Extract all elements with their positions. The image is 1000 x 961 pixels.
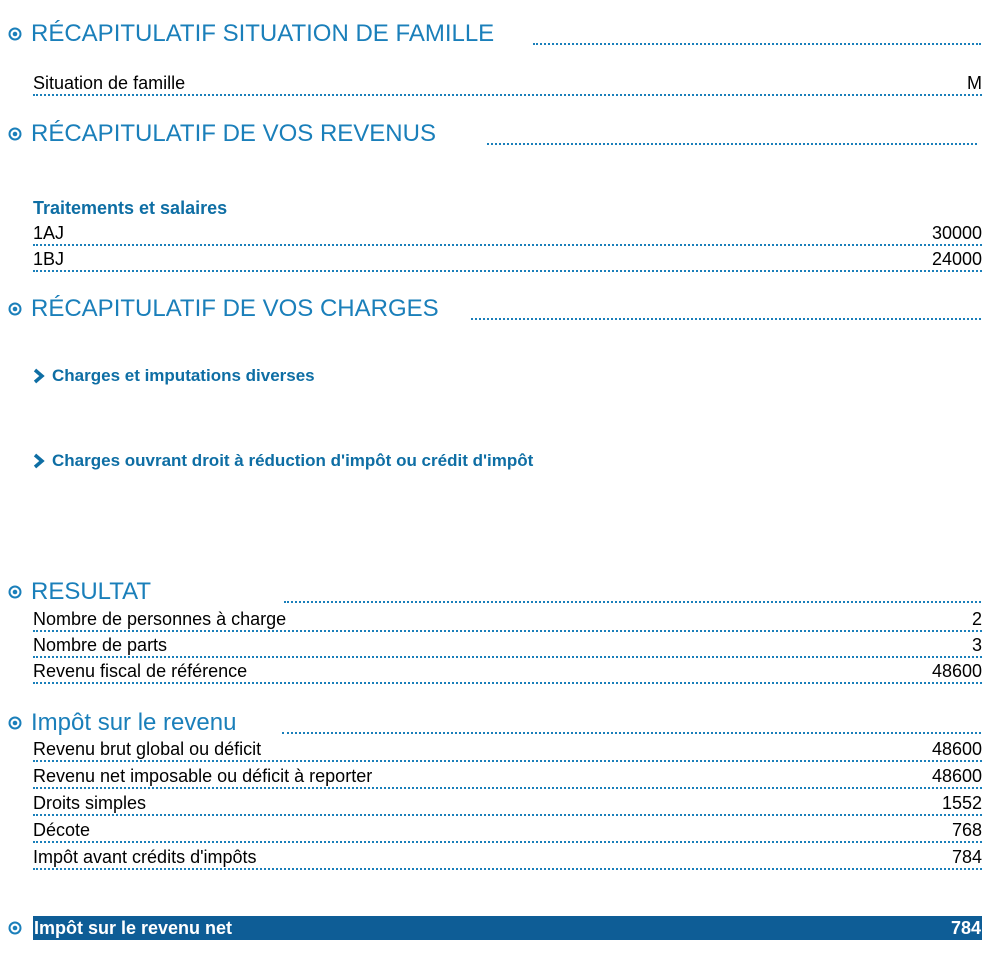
row-value: 48600: [931, 766, 982, 786]
summary-row: [33, 248, 982, 272]
row-label: Revenu fiscal de référence: [33, 661, 248, 681]
summary-row: [33, 792, 982, 816]
row-value: 24000: [931, 249, 982, 269]
row-label: 1BJ: [33, 249, 65, 269]
section-title: RÉCAPITULATIF DE VOS REVENUS: [31, 120, 436, 147]
target-bullet-icon: [8, 27, 22, 41]
target-bullet-icon: [8, 127, 22, 141]
row-label: Décote: [33, 820, 91, 840]
section-heading-revenus: [8, 119, 436, 149]
row-value: 1552: [941, 793, 982, 813]
section-heading-situation: [8, 19, 494, 49]
row-label: Droits simples: [33, 793, 147, 813]
row-label: Nombre de parts: [33, 635, 168, 655]
summary-row: [33, 819, 982, 843]
section-heading-impot: [8, 708, 236, 738]
summary-row: [33, 765, 982, 789]
summary-row: [33, 72, 982, 96]
row-value: 48600: [931, 739, 982, 759]
link-label[interactable]: Charges et imputations diverses: [52, 366, 315, 385]
summary-row: [33, 738, 982, 762]
row-value: 768: [951, 820, 982, 840]
row-label: Impôt avant crédits d'impôts: [33, 847, 257, 867]
net-tax-label: Impôt sur le revenu net: [34, 918, 233, 938]
target-bullet-icon: [8, 585, 22, 599]
row-value: 30000: [931, 223, 982, 243]
row-value: 784: [951, 847, 982, 867]
target-bullet-icon: [8, 716, 22, 730]
row-value: 2: [971, 609, 982, 629]
section-heading-resultat: [8, 577, 151, 607]
chevron-right-icon: [33, 368, 45, 384]
row-value: 3: [971, 635, 982, 655]
section-title: RESULTAT: [31, 578, 152, 605]
subsection-title: Traitements et salaires: [33, 198, 228, 218]
row-label: Nombre de personnes à charge: [33, 609, 287, 629]
section-heading-charges: [8, 294, 439, 324]
summary-row: [33, 660, 982, 684]
summary-row: [33, 608, 982, 632]
row-label: Revenu brut global ou déficit: [33, 739, 262, 759]
charges-link-diverses[interactable]: [33, 366, 315, 386]
summary-row: [33, 846, 982, 870]
row-label: 1AJ: [33, 223, 65, 243]
section-title: RÉCAPITULATIF SITUATION DE FAMILLE: [31, 20, 495, 47]
row-value: 48600: [931, 661, 982, 681]
chevron-right-icon: [33, 453, 45, 469]
charges-link-reduction[interactable]: [33, 451, 533, 471]
net-tax-value: 784: [950, 918, 981, 938]
row-label: Situation de famille: [33, 73, 186, 93]
row-value: M: [967, 73, 982, 93]
section-title: RÉCAPITULATIF DE VOS CHARGES: [31, 295, 439, 322]
target-bullet-icon: [8, 302, 22, 316]
net-tax-total-bar: [33, 916, 982, 940]
summary-row: [33, 222, 982, 246]
link-label[interactable]: Charges ouvrant droit à réduction d'impôt ou crédit d'impôt: [52, 451, 534, 470]
summary-row: [33, 634, 982, 658]
section-title: Impôt sur le revenu: [31, 709, 237, 736]
row-label: Revenu net imposable ou déficit à reporter: [33, 766, 373, 786]
target-bullet-icon: [8, 921, 22, 935]
